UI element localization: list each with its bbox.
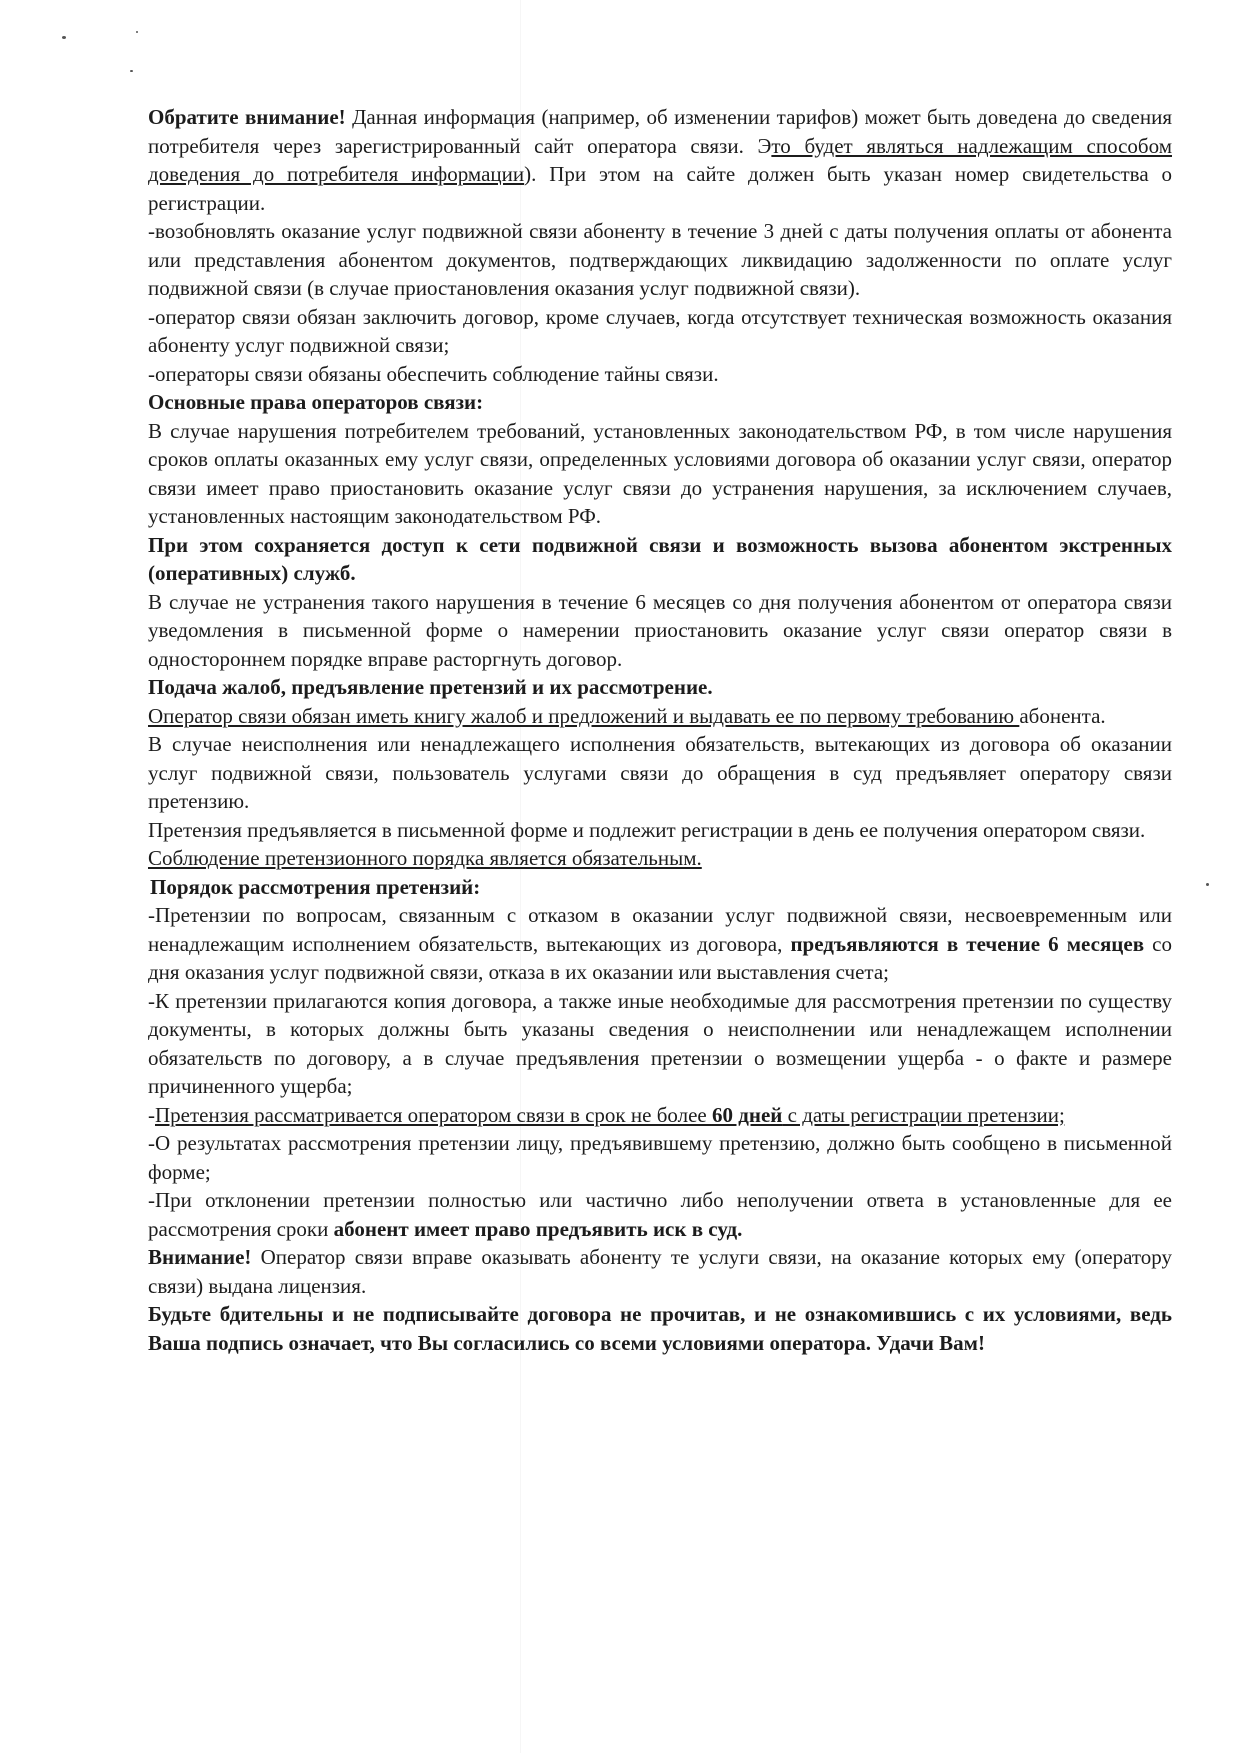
procedure-item [148, 1186, 1172, 1243]
procedure-item-bold: абонент имеет право предъявить иск в суд. [333, 1216, 743, 1241]
obligation-item: -операторы связи обязаны обеспечить соблюдение тайны связи. [148, 361, 719, 386]
rights-heading: Основные права операторов связи: [148, 390, 484, 414]
scan-speck [130, 70, 133, 72]
warning-title: Внимание! [148, 1245, 252, 1269]
scan-speck [136, 31, 138, 33]
warning-text: Оператор связи вправе оказывать абоненту те услуги связи, на оказание которых ему (оператору связи) выдана лицензия. [148, 1245, 1172, 1298]
procedure-item: -К претензии прилагаются копия договора, а также иные необходимые для рассмотрения претензии по существу документы, в которых должны быть указаны сведения о неисполнении или ненадлежащем исполнении обязательств по договору, а в случае предъявления претензии о возмещении ущерба - о факте и размере причиненного ущерба; [148, 988, 1172, 1098]
procedure-item-text: Претензия рассматривается оператором связи в срок не более [155, 1102, 712, 1127]
document-page [148, 103, 1172, 1357]
complaints-heading: Подача жалоб, предъявление претензий и их рассмотрение. [148, 675, 713, 699]
procedure-item-dash: - [148, 1102, 155, 1127]
procedure-item-text: с даты регистрации претензии; [782, 1102, 1065, 1127]
notice-text-end: ). При этом на сайте должен быть указан номер свидетельства о регистрации. [148, 162, 1172, 215]
procedure-item: -О результатах рассмотрения претензии лицу, предъявившему претензию, должно быть сообщено в письменной форме; [148, 1131, 1172, 1184]
procedure-item-bold: 60 дней [711, 1102, 783, 1127]
termination-paragraph: В случае не устранения такого нарушения в течение 6 месяцев со дня получения абонентом от оператора связи уведомления в письменной форме о намерении приостановить оказание услуг связи оператор связи в одностороннем порядке вправе расторгнуть договор. [148, 589, 1172, 671]
procedure-item-underlined [155, 1103, 1065, 1127]
warning-paragraph [148, 1243, 1172, 1300]
procedure-item-text: -При отклонении претензии полностью или частично либо неполучении ответа в установленные для ее рассмотрения сроки [148, 1188, 1172, 1241]
procedure-heading: Порядок рассмотрения претензий: [150, 874, 481, 899]
obligation-item: -возобновлять оказание услуг подвижной связи абоненту в течение 3 дней с даты получения оплаты от абонента или представления абонентом документов, подтверждающих ликвидацию задолженности по оплате услуг подвижной связи (в случае приостановления оказания услуг подвижной связи). [148, 219, 1172, 300]
complaints-mandatory-paragraph: Соблюдение претензионного порядка является обязательным. [148, 846, 702, 870]
rights-paragraph: В случае нарушения потребителем требований, установленных законодательством РФ, в том числе нарушения сроков оплаты оказанных ему услуг связи, определенных условиями договора об оказании услуг связи, оператор связи имеет право приостановить оказание услуг связи до устранения нарушения, за исключением случаев, установленных настоящим законодательством РФ. [148, 418, 1172, 528]
procedure-item [148, 901, 1172, 987]
procedure-item [148, 1101, 1172, 1130]
closing-paragraph: Будьте бдительны и не подписывайте договора не прочитав, и не ознакомившись с их условиями, ведь Ваша подпись означает, что Вы согласились со всеми условиями оператора. Удачи Вам! [148, 1302, 1172, 1355]
notice-paragraph [148, 103, 1172, 217]
complaints-book-paragraph [148, 702, 1172, 731]
scan-speck [1206, 883, 1209, 886]
notice-title: Обратите внимание! [148, 105, 346, 129]
complaints-book-tail: абонента. [1019, 703, 1106, 728]
procedure-item-text: со дня оказания услуг подвижной связи, отказа в их оказании или выставления счета; [148, 931, 1172, 984]
complaints-written-paragraph: Претензия предъявляется в письменной форме и подлежит регистрации в день ее получения оператором связи. [148, 817, 1146, 842]
notice-text: Данная информация (например, об изменении тарифов) может быть доведена до сведения потребителя через зарегистрированный сайт оператора связи. Э [148, 105, 1172, 158]
complaints-book-underlined: Оператор связи обязан иметь книгу жалоб и предложений и выдавать ее по первому требованию [148, 703, 1020, 728]
complaints-claim-paragraph: В случае неисполнения или ненадлежащего исполнения обязательств, вытекающих из договора об оказании услуг подвижной связи, пользователь услугами связи до обращения в суд предъявляет оператору связи претензию. [148, 732, 1172, 813]
notice-underlined-text: то будет являться надлежащим способом доведения до потребителя информации [148, 133, 1172, 186]
procedure-item-bold: предъявляются в течение 6 месяцев [790, 931, 1145, 956]
scan-speck [62, 36, 66, 39]
procedure-item-text: -Претензии по вопросам, связанным с отказом в оказании услуг подвижной связи, несвоевременным или ненадлежащим исполнением обязательств, вытекающих из договора, [148, 903, 1172, 956]
rights-bold-note: При этом сохраняется доступ к сети подвижной связи и возможность вызова абонентом экстренных (оперативных) служб. [148, 532, 1172, 585]
obligation-item: -оператор связи обязан заключить договор, кроме случаев, когда отсутствует техническая возможность оказания абоненту услуг подвижной связи; [148, 304, 1172, 357]
